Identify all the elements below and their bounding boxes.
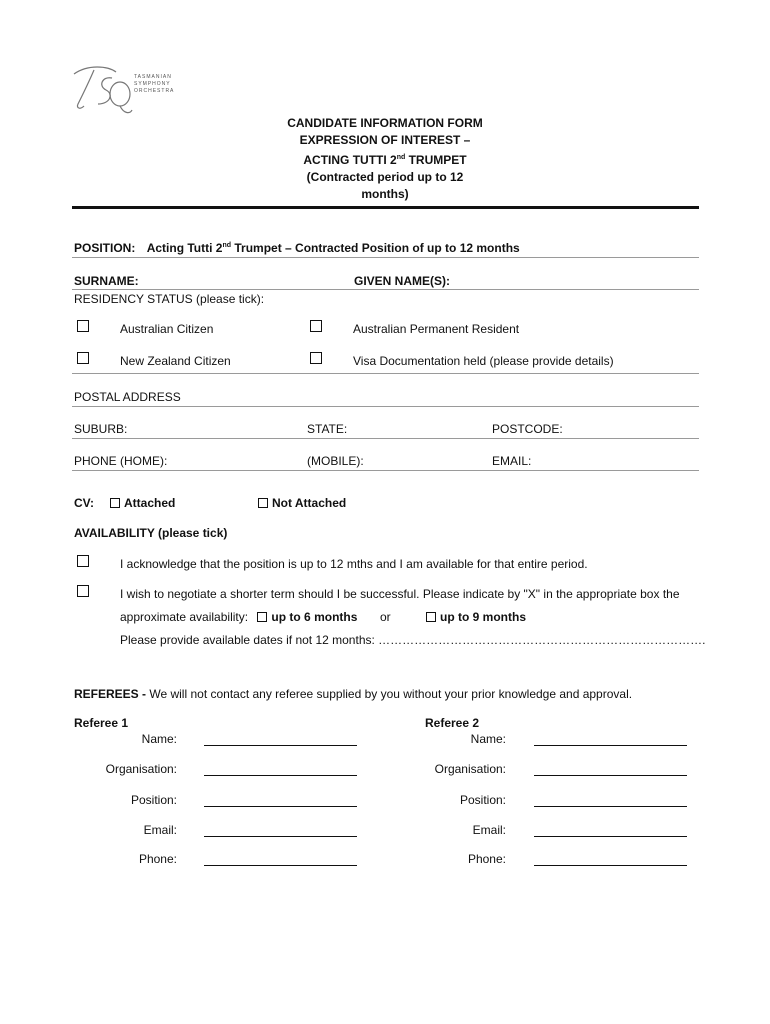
org-line-1: TASMANIAN <box>134 74 172 80</box>
full-period-checkbox[interactable] <box>77 555 89 567</box>
nz-citizen-checkbox[interactable] <box>77 352 89 364</box>
referees-note: We will not contact any referee supplied by you without your prior knowledge and approval. <box>146 687 633 701</box>
divider <box>72 289 699 290</box>
permanent-resident-label: Australian Permanent Resident <box>353 322 520 336</box>
position-label: POSITION: <box>74 241 136 255</box>
cv-attached-label: Attached <box>124 496 176 510</box>
cv-attached-option[interactable] <box>110 496 175 510</box>
approx-availability-label: approximate availability: <box>120 610 249 624</box>
referee-2-organisation-field[interactable] <box>534 775 687 776</box>
referee-2-phone-label: Phone: <box>467 852 506 866</box>
australian-citizen-label: Australian Citizen <box>120 322 214 336</box>
nz-citizen-label: New Zealand Citizen <box>120 354 231 368</box>
visa-checkbox[interactable] <box>310 352 322 364</box>
postcode-label: POSTCODE: <box>492 422 563 436</box>
nine-months-checkbox[interactable] <box>426 612 436 622</box>
referee-2-email-label: Email: <box>472 823 506 837</box>
form-title <box>250 115 520 203</box>
divider <box>72 257 699 258</box>
or-label: or <box>380 610 391 624</box>
title-rule <box>72 206 699 209</box>
position-value: Acting Tutti 2nd Trumpet – Contracted Position of up to 12 months <box>146 241 520 255</box>
referee-2-position-field[interactable] <box>534 806 687 807</box>
referees-intro <box>74 687 632 701</box>
title-line-4: (Contracted period up to 12 <box>306 170 464 184</box>
org-name <box>134 74 174 95</box>
approx-availability-row <box>120 610 357 624</box>
full-period-label: I acknowledge that the position is up to 12 mths and I am available for that entire period. <box>120 557 588 571</box>
referee-2-name-field[interactable] <box>534 745 687 746</box>
title-line-1: CANDIDATE INFORMATION FORM <box>287 116 483 130</box>
title-line-3: ACTING TUTTI 2nd TRUMPET <box>303 153 467 167</box>
org-line-2: SYMPHONY <box>134 81 171 87</box>
referees-heading: REFEREES - <box>74 687 147 701</box>
divider <box>72 470 699 471</box>
position-row <box>74 241 520 255</box>
divider <box>72 438 699 439</box>
nine-months-option[interactable] <box>426 610 526 624</box>
cv-not-attached-checkbox[interactable] <box>258 498 268 508</box>
referee-1-organisation-field[interactable] <box>204 775 357 776</box>
cv-attached-checkbox[interactable] <box>110 498 120 508</box>
state-label: STATE: <box>307 422 348 436</box>
divider <box>72 373 699 374</box>
mobile-label: (MOBILE): <box>307 454 364 468</box>
given-names-label: GIVEN NAME(S): <box>354 274 450 288</box>
title-line-5: months) <box>361 187 409 201</box>
availability-heading: AVAILABILITY (please tick) <box>74 526 228 540</box>
referee-2-name-label: Name: <box>470 732 506 746</box>
referee-1-organisation-label: Organisation: <box>105 762 177 776</box>
six-months-checkbox[interactable] <box>257 612 267 622</box>
available-dates-prompt: Please provide available dates if not 12 months: ………………………………………………………………………. <box>120 633 706 647</box>
shorter-term-checkbox[interactable] <box>77 585 89 597</box>
referee-1-email-field[interactable] <box>204 836 357 837</box>
org-line-3: ORCHESTRA <box>134 88 175 94</box>
referee-1-email-label: Email: <box>143 823 177 837</box>
six-months-option[interactable] <box>257 610 357 624</box>
shorter-term-label: I wish to negotiate a shorter term should I be successful. Please indicate by "X" in the appropriate box the <box>120 587 680 601</box>
suburb-label: SUBURB: <box>74 422 128 436</box>
referee-1-title: Referee 1 <box>74 716 129 730</box>
referee-1-position-label: Position: <box>130 793 177 807</box>
referee-1-position-field[interactable] <box>204 806 357 807</box>
nine-months-label: up to 9 months <box>440 610 526 624</box>
referee-2-email-field[interactable] <box>534 836 687 837</box>
referee-1-phone-field[interactable] <box>204 865 357 866</box>
tso-logo <box>68 62 178 118</box>
referee-1-name-label: Name: <box>141 732 177 746</box>
postal-address-label: POSTAL ADDRESS <box>74 390 181 404</box>
visa-label: Visa Documentation held (please provide details) <box>353 354 614 368</box>
referee-1-phone-label: Phone: <box>138 852 177 866</box>
referee-2-phone-field[interactable] <box>534 865 687 866</box>
surname-label: SURNAME: <box>74 274 139 288</box>
phone-home-label: PHONE (HOME): <box>74 454 168 468</box>
referee-2-position-label: Position: <box>459 793 506 807</box>
divider <box>72 406 699 407</box>
referee-1-name-field[interactable] <box>204 745 357 746</box>
six-months-label: up to 6 months <box>271 610 358 624</box>
cv-label: CV: <box>74 496 95 510</box>
residency-label: RESIDENCY STATUS (please tick): <box>74 292 265 306</box>
permanent-resident-checkbox[interactable] <box>310 320 322 332</box>
referee-2-organisation-label: Organisation: <box>434 762 506 776</box>
australian-citizen-checkbox[interactable] <box>77 320 89 332</box>
title-line-2: EXPRESSION OF INTEREST – <box>299 133 471 147</box>
cv-not-attached-label: Not Attached <box>272 496 347 510</box>
cv-not-attached-option[interactable] <box>258 496 346 510</box>
email-label: EMAIL: <box>492 454 532 468</box>
referee-2-title: Referee 2 <box>425 716 480 730</box>
